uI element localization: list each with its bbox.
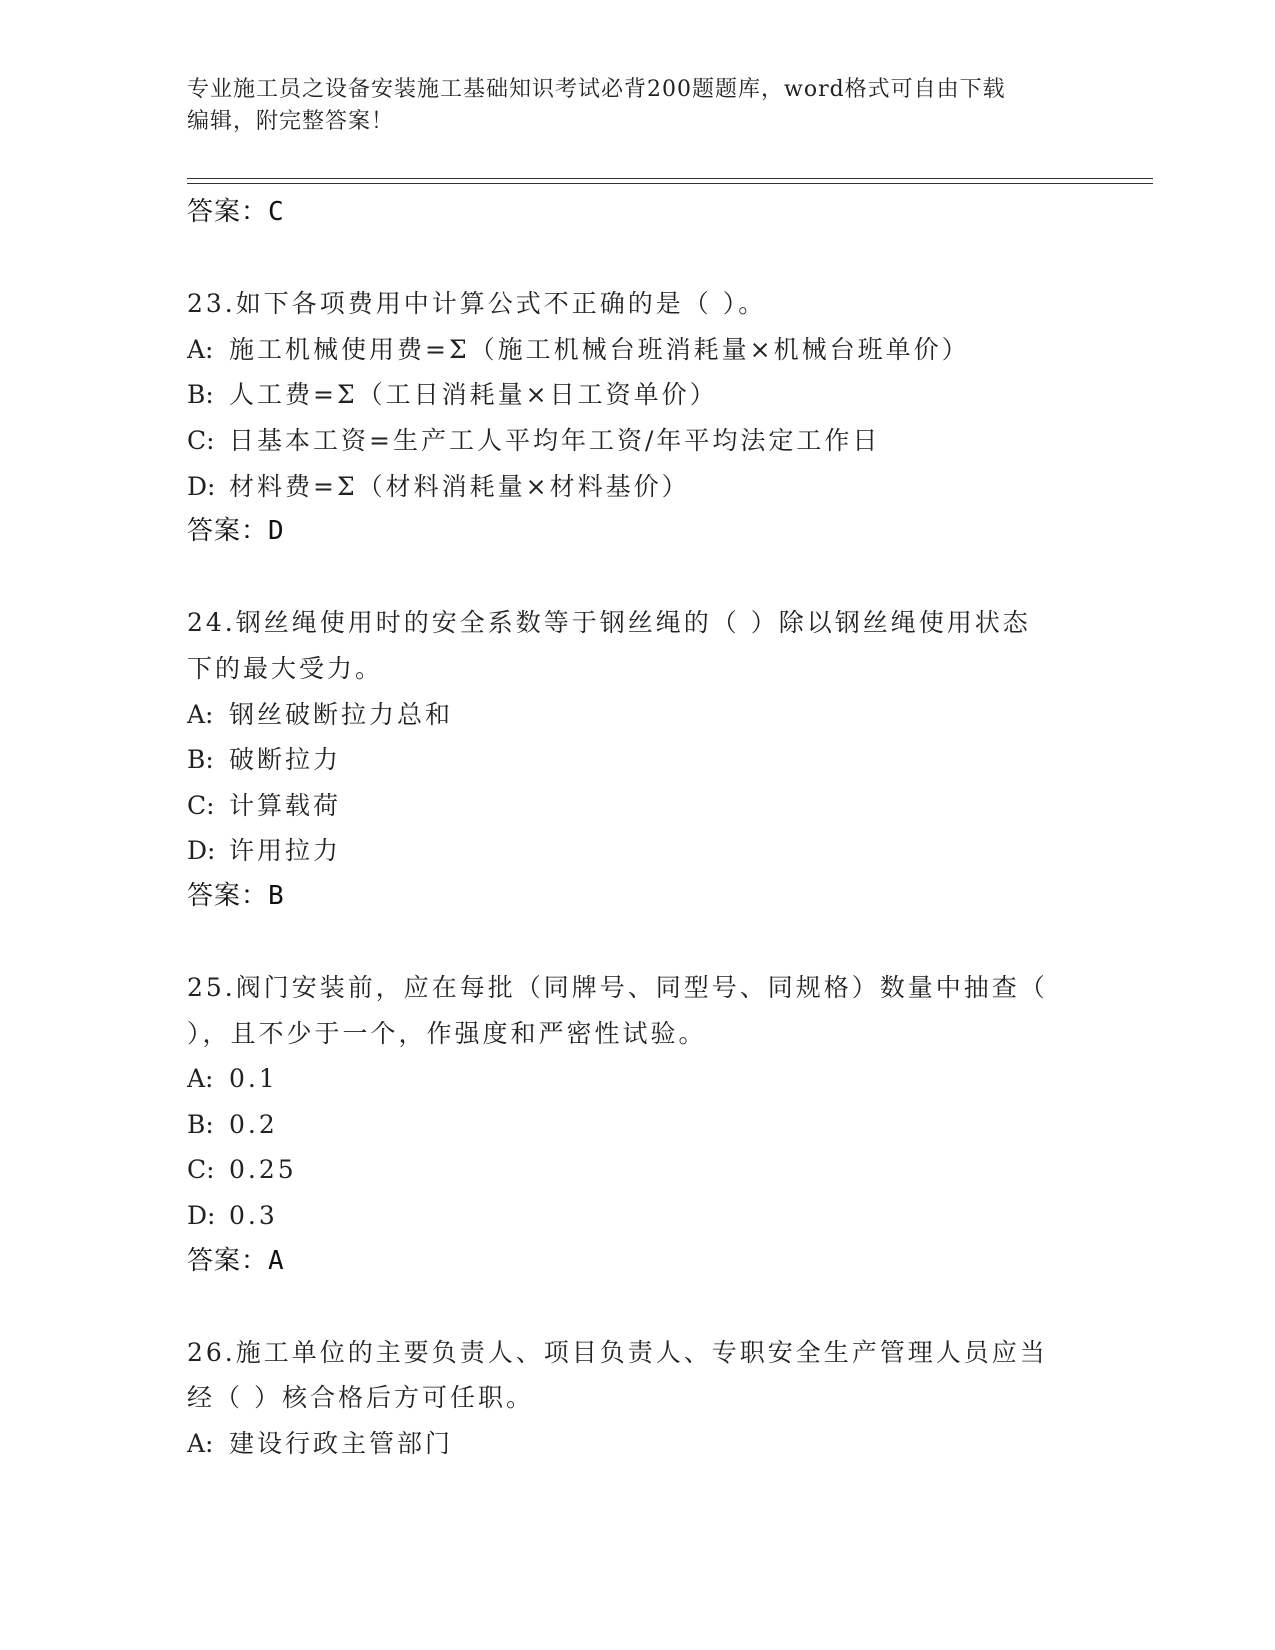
question-stem-continued: 下的最大受力。 bbox=[187, 653, 384, 683]
option-c bbox=[187, 1147, 1087, 1193]
spacer bbox=[187, 236, 1087, 282]
option-letter: A: bbox=[187, 1429, 214, 1459]
answer-line bbox=[187, 509, 1087, 555]
option-text: 0.2 bbox=[229, 1109, 278, 1139]
header-divider-bottom bbox=[187, 183, 1153, 184]
option-letter: C: bbox=[187, 790, 215, 820]
option-letter: D: bbox=[187, 1201, 216, 1231]
answer-value: C bbox=[268, 197, 285, 227]
option-text: 钢丝破断拉力总和 bbox=[229, 699, 454, 729]
question-stem: 25.阀门安装前，应在每批（同牌号、同型号、同规格）数量中抽查（ bbox=[187, 973, 1048, 1003]
question-stem-continued: 经（ ）核合格后方可任职。 bbox=[187, 1383, 534, 1413]
spacer bbox=[187, 1284, 1087, 1330]
option-a bbox=[187, 327, 1087, 373]
option-letter: B: bbox=[187, 1109, 214, 1139]
question-block bbox=[187, 281, 1087, 555]
question-block bbox=[187, 1330, 1087, 1467]
option-text: 建设行政主管部门 bbox=[229, 1429, 454, 1459]
question-stem: 26.施工单位的主要负责人、项目负责人、专职安全生产管理人员应当 bbox=[187, 1337, 1048, 1367]
answer-label: 答案： bbox=[187, 197, 269, 227]
document-header bbox=[187, 74, 1067, 138]
option-c bbox=[187, 783, 1087, 829]
option-text: 计算载荷 bbox=[229, 790, 342, 820]
option-text: 0.3 bbox=[229, 1201, 278, 1231]
spacer bbox=[187, 555, 1087, 601]
question-stem-continued: ），且不少于一个，作强度和严密性试验。 bbox=[187, 1018, 707, 1048]
question-stem: 23.如下各项费用中计算公式不正确的是（ ）。 bbox=[187, 289, 767, 319]
option-letter: A: bbox=[187, 1064, 214, 1094]
answer-value: D bbox=[268, 516, 285, 547]
option-a bbox=[187, 692, 1087, 738]
option-text: 材料费=Σ（材料消耗量×材料基价） bbox=[229, 471, 690, 501]
option-text: 0.25 bbox=[229, 1155, 297, 1185]
question-list bbox=[187, 190, 1087, 1467]
option-d bbox=[187, 464, 1087, 510]
option-d bbox=[187, 1193, 1087, 1239]
option-text: 许用拉力 bbox=[229, 836, 342, 866]
option-letter: D: bbox=[187, 471, 216, 501]
answer-label: 答案： bbox=[187, 516, 269, 547]
answer-line bbox=[187, 874, 1087, 920]
option-letter: C: bbox=[187, 1155, 215, 1185]
option-letter: C: bbox=[187, 425, 215, 455]
option-c bbox=[187, 418, 1087, 464]
option-text: 0.1 bbox=[229, 1064, 278, 1094]
option-a bbox=[187, 1056, 1087, 1102]
option-b bbox=[187, 737, 1087, 783]
answer-value: B bbox=[268, 880, 285, 911]
option-a bbox=[187, 1421, 1087, 1467]
option-text: 人工费=Σ（工日消耗量×日工资单价） bbox=[229, 380, 718, 410]
option-b bbox=[187, 372, 1087, 418]
answer-label: 答案： bbox=[187, 880, 269, 911]
header-divider-top bbox=[187, 178, 1153, 179]
answer-label: 答案： bbox=[187, 1245, 269, 1276]
option-b bbox=[187, 1102, 1087, 1148]
question-block bbox=[187, 965, 1087, 1284]
header-line-2: 编辑，附完整答案！ bbox=[187, 109, 395, 134]
option-text: 日基本工资=生产工人平均年工资/年平均法定工作日 bbox=[229, 425, 881, 455]
answer-line bbox=[187, 1239, 1087, 1285]
option-letter: D: bbox=[187, 836, 216, 866]
option-letter: B: bbox=[187, 380, 214, 410]
option-d bbox=[187, 828, 1087, 874]
option-letter: B: bbox=[187, 745, 214, 775]
header-line-1: 专业施工员之设备安装施工基础知识考试必背200题题库，word格式可自由下载 bbox=[187, 77, 1006, 102]
option-text: 施工机械使用费=Σ（施工机械台班消耗量×机械台班单价） bbox=[229, 334, 970, 364]
spacer bbox=[187, 920, 1087, 966]
question-block bbox=[187, 600, 1087, 919]
option-text: 破断拉力 bbox=[229, 745, 342, 775]
answer-value: A bbox=[268, 1245, 285, 1276]
option-letter: A: bbox=[187, 334, 214, 364]
question-stem: 24.钢丝绳使用时的安全系数等于钢丝绳的（ ）除以钢丝绳使用状态 bbox=[187, 608, 1031, 638]
answer-line bbox=[187, 190, 1087, 236]
option-letter: A: bbox=[187, 699, 214, 729]
